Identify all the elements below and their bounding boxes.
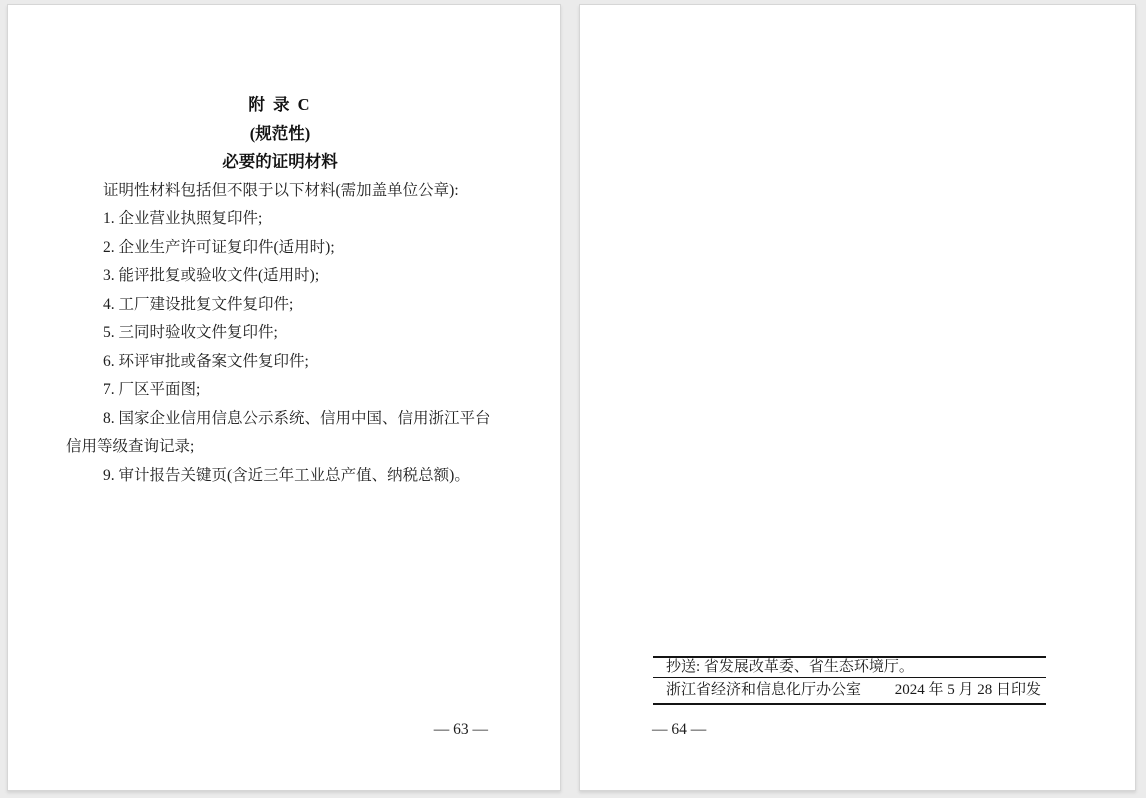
list-item-4: 4. 工厂建设批复文件复印件; [103,295,294,313]
appendix-c-content [66,91,494,490]
page-63 [7,4,561,791]
list-item-5: 5. 三同时验收文件复印件; [103,324,278,341]
section-title: 必要的证明材料 [222,152,338,171]
appendix-title: 附 录 C [248,95,312,114]
page-number-64: — 64 — [652,721,707,738]
imprint-row [653,678,1046,703]
cc-text: 抄送: 省发展改革委、省生态环境厅。 [666,659,914,675]
list-item-6: 6. 环评审批或备案文件复印件; [103,352,309,370]
page-64 [579,4,1136,791]
list-item-7: 7. 厂区平面图; [103,381,201,398]
list-item-8-continuation: 信用等级查询记录; [66,438,195,455]
page-number-63: — 63 — [433,721,488,738]
issuing-office: 浙江省经济和信息化厅办公室 [666,682,862,698]
list-item-3: 3. 能评批复或验收文件(适用时); [103,267,320,284]
issue-date: 2024 年 5 月 28 日印发 [894,682,1041,698]
appendix-subtitle: (规范性) [249,123,311,143]
list-item-8: 8. 国家企业信用信息公示系统、信用中国、信用浙江平台 [103,409,491,427]
list-item-2: 2. 企业生产许可证复印件(适用时); [103,238,335,256]
list-item-1: 1. 企业营业执照复印件; [103,210,263,227]
list-item-9: 9. 审计报告关键页(含近三年工业总产值、纳税总额)。 [103,466,470,484]
cc-row [653,658,1046,678]
intro-paragraph: 证明性材料包括但不限于以下材料(需加盖单位公章): [103,181,459,199]
imprint-table [653,656,1046,705]
